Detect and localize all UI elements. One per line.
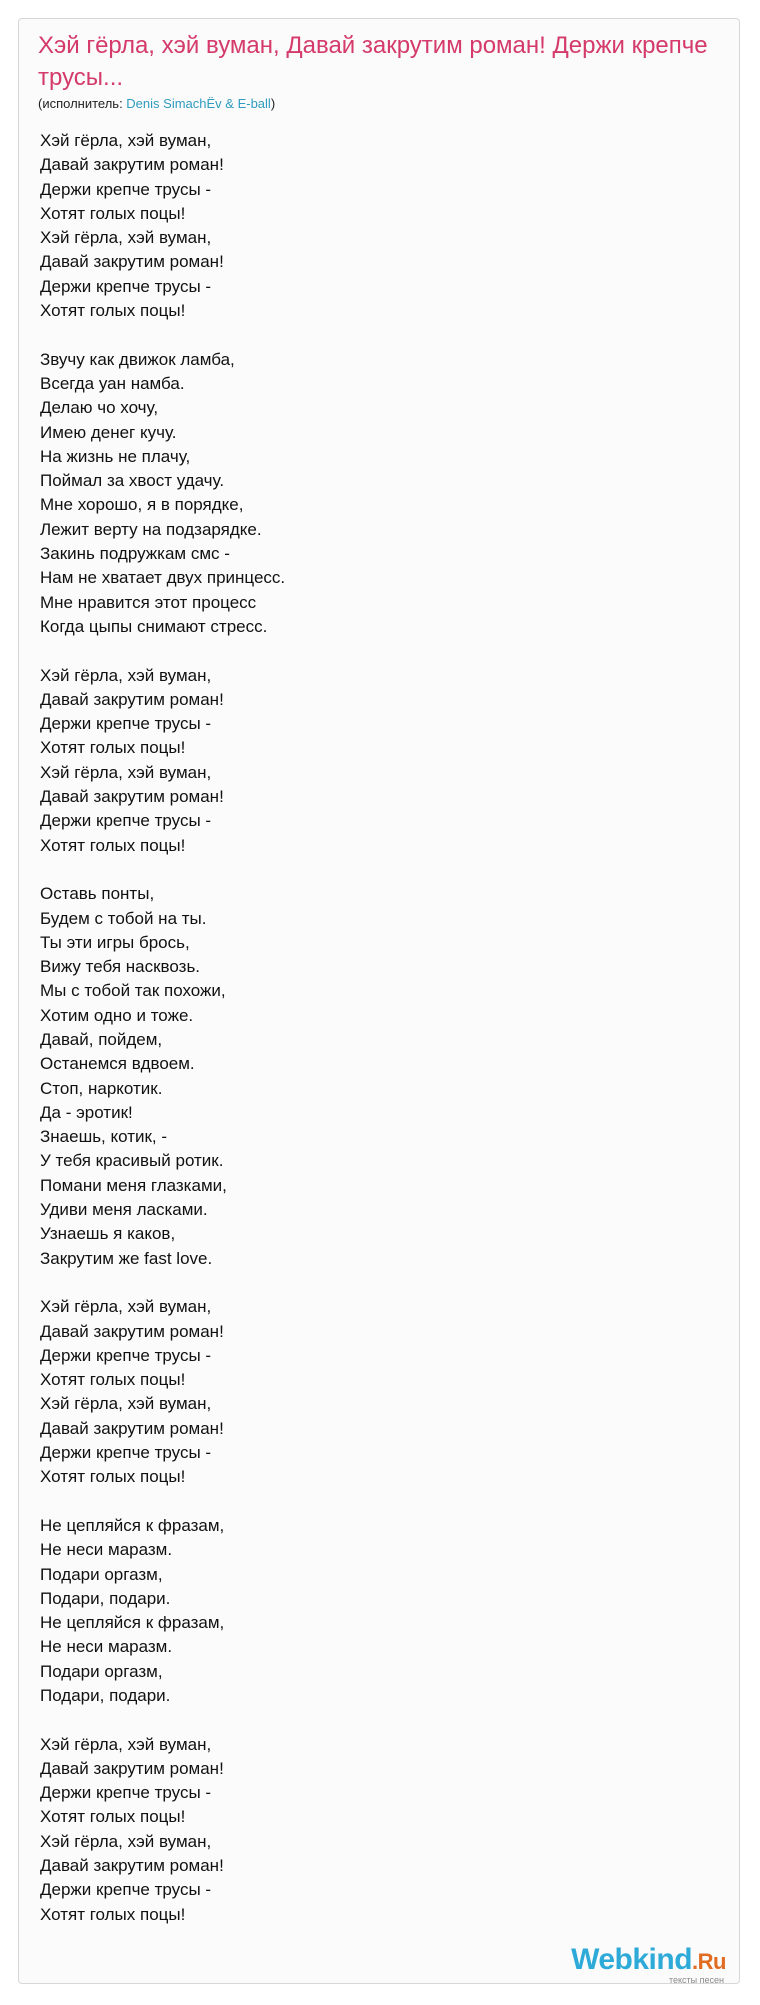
lyric-line: Хотят голых поцы! bbox=[40, 1467, 186, 1487]
lyric-line: Держи крепче трусы - bbox=[40, 1345, 212, 1365]
logo-brand: Webkind bbox=[571, 1943, 693, 1976]
lyric-line: Не неси маразм. bbox=[40, 1637, 173, 1657]
lyric-line: Закрутим же fast love. bbox=[40, 1248, 213, 1268]
lyric-line: Узнаешь я каков, bbox=[40, 1224, 176, 1244]
lyric-line: Держи крепче трусы - bbox=[40, 714, 212, 734]
lyric-line: Давай закрутим роман! bbox=[40, 1418, 224, 1438]
logo-tagline: тексты песен bbox=[668, 1975, 724, 1985]
lyric-line: Мне нравится этот процесс bbox=[40, 592, 257, 612]
lyric-line: Давай закрутим роман! bbox=[40, 1758, 224, 1778]
lyric-line: Поймал за хвост удачу. bbox=[40, 471, 225, 491]
lyric-line: Давай закрутим роман! bbox=[40, 155, 224, 175]
lyric-line: Хотят голых поцы! bbox=[40, 203, 186, 223]
artist-link[interactable]: Denis SimachЁv & E-ball bbox=[126, 96, 271, 111]
lyric-line: Давай закрутим роман! bbox=[40, 1321, 224, 1341]
lyric-line: Хэй гёрла, хэй вуман, bbox=[40, 131, 212, 150]
lyric-line: Хотят голых поцы! bbox=[40, 1370, 186, 1390]
lyrics-body bbox=[40, 129, 700, 1927]
lyric-line: Не неси маразм. bbox=[40, 1540, 173, 1560]
lyric-line: Не цепляйся к фразам, bbox=[40, 1613, 225, 1633]
stanza-gap bbox=[40, 1708, 700, 1732]
lyric-line: Подари, подари. bbox=[40, 1686, 171, 1705]
lyric-line: Нам не хватает двух принцесс. bbox=[40, 568, 286, 588]
lyric-line: Будем с тобой на ты. bbox=[40, 908, 207, 928]
lyric-line: Оставь понты, bbox=[40, 884, 155, 904]
lyric-line: Вижу тебя насквозь. bbox=[40, 957, 201, 977]
lyric-line: Хэй гёрла, хэй вуман, bbox=[40, 1297, 212, 1317]
lyric-line: Хэй гёрла, хэй вуман, bbox=[40, 228, 212, 248]
lyric-line: Давай закрутим роман! bbox=[40, 787, 224, 807]
logo-suffix: .Ru bbox=[692, 1949, 726, 1974]
artist-prefix: (исполнитель: bbox=[38, 96, 127, 111]
lyric-line: Звучу как движок ламба, bbox=[40, 349, 235, 369]
lyric-line: Да - эротик! bbox=[40, 1102, 133, 1122]
lyric-line: На жизнь не плачу, bbox=[40, 446, 191, 466]
lyric-line: Держи крепче трусы - bbox=[40, 811, 212, 831]
lyric-line: Хотят голых поцы! bbox=[40, 301, 186, 321]
lyric-line: Хотят голых поцы! bbox=[40, 1807, 186, 1827]
logo-wordmark bbox=[571, 1945, 726, 1977]
stanza-gap bbox=[40, 639, 700, 663]
lyric-line: Когда цыпы снимают стресс. bbox=[40, 616, 268, 636]
lyric-line: Делаю чо хочу, bbox=[40, 398, 159, 418]
lyric-line: Ты эти игры брось, bbox=[40, 932, 190, 952]
lyric-line: Хэй гёрла, хэй вуман, bbox=[40, 1394, 212, 1414]
lyric-line: Держи крепче трусы - bbox=[40, 179, 212, 199]
stanza-gap bbox=[40, 858, 700, 882]
lyric-line: Хотим одно и тоже. bbox=[40, 1005, 194, 1025]
artist-line bbox=[38, 95, 275, 113]
lyric-line: Хэй гёрла, хэй вуман, bbox=[40, 762, 212, 782]
lyric-line: Подари, подари. bbox=[40, 1588, 171, 1608]
lyric-line: Давай, пойдем, bbox=[40, 1029, 163, 1049]
lyric-line: Держи крепче трусы - bbox=[40, 1880, 212, 1900]
stanza-gap bbox=[40, 323, 700, 347]
song-title: Хэй гёрла, хэй вуман, Давай закрутим роман! Держи крепче трусы... bbox=[38, 32, 708, 91]
lyric-line: Останемся вдвоем. bbox=[40, 1054, 195, 1074]
lyric-line: Хэй гёрла, хэй вуман, bbox=[40, 665, 212, 685]
lyric-line: Не цепляйся к фразам, bbox=[40, 1515, 225, 1535]
lyric-line: Подари оргазм, bbox=[40, 1661, 163, 1681]
lyric-line: Помани меня глазками, bbox=[40, 1175, 227, 1195]
lyric-line: Подари оргазм, bbox=[40, 1564, 163, 1584]
lyric-line: Мне хорошо, я в порядке, bbox=[40, 495, 244, 515]
site-logo[interactable] bbox=[571, 1943, 726, 1985]
lyric-line: Удиви меня ласками. bbox=[40, 1200, 208, 1220]
lyric-line: У тебя красивый ротик. bbox=[40, 1151, 224, 1171]
lyric-line: Держи крепче трусы - bbox=[40, 276, 212, 296]
stanza-gap bbox=[40, 1490, 700, 1514]
lyric-line: Давай закрутим роман! bbox=[40, 252, 224, 272]
lyric-line: Хотят голых поцы! bbox=[40, 1904, 186, 1924]
lyric-line: Держи крепче трусы - bbox=[40, 1443, 212, 1463]
lyric-line: Хотят голых поцы! bbox=[40, 738, 186, 758]
stanza-gap bbox=[40, 1271, 700, 1295]
lyric-line: Хэй гёрла, хэй вуман, bbox=[40, 1831, 212, 1851]
lyric-line: Стоп, наркотик. bbox=[40, 1078, 163, 1098]
lyric-line: Знаешь, котик, - bbox=[40, 1127, 168, 1147]
lyric-line: Лежит верту на подзарядке. bbox=[40, 519, 262, 539]
lyric-line: Имею денег кучу. bbox=[40, 422, 177, 442]
lyric-line: Мы с тобой так похожи, bbox=[40, 981, 226, 1001]
lyric-line: Держи крепче трусы - bbox=[40, 1783, 212, 1803]
lyric-line: Всегда уан намба. bbox=[40, 373, 185, 393]
lyric-line: Закинь подружкам смс - bbox=[40, 544, 230, 564]
lyric-line: Хэй гёрла, хэй вуман, bbox=[40, 1734, 212, 1754]
artist-suffix: ) bbox=[270, 96, 276, 111]
lyric-line: Давай закрутим роман! bbox=[40, 689, 224, 709]
lyric-line: Хотят голых поцы! bbox=[40, 835, 186, 855]
lyric-line: Давай закрутим роман! bbox=[40, 1856, 224, 1876]
